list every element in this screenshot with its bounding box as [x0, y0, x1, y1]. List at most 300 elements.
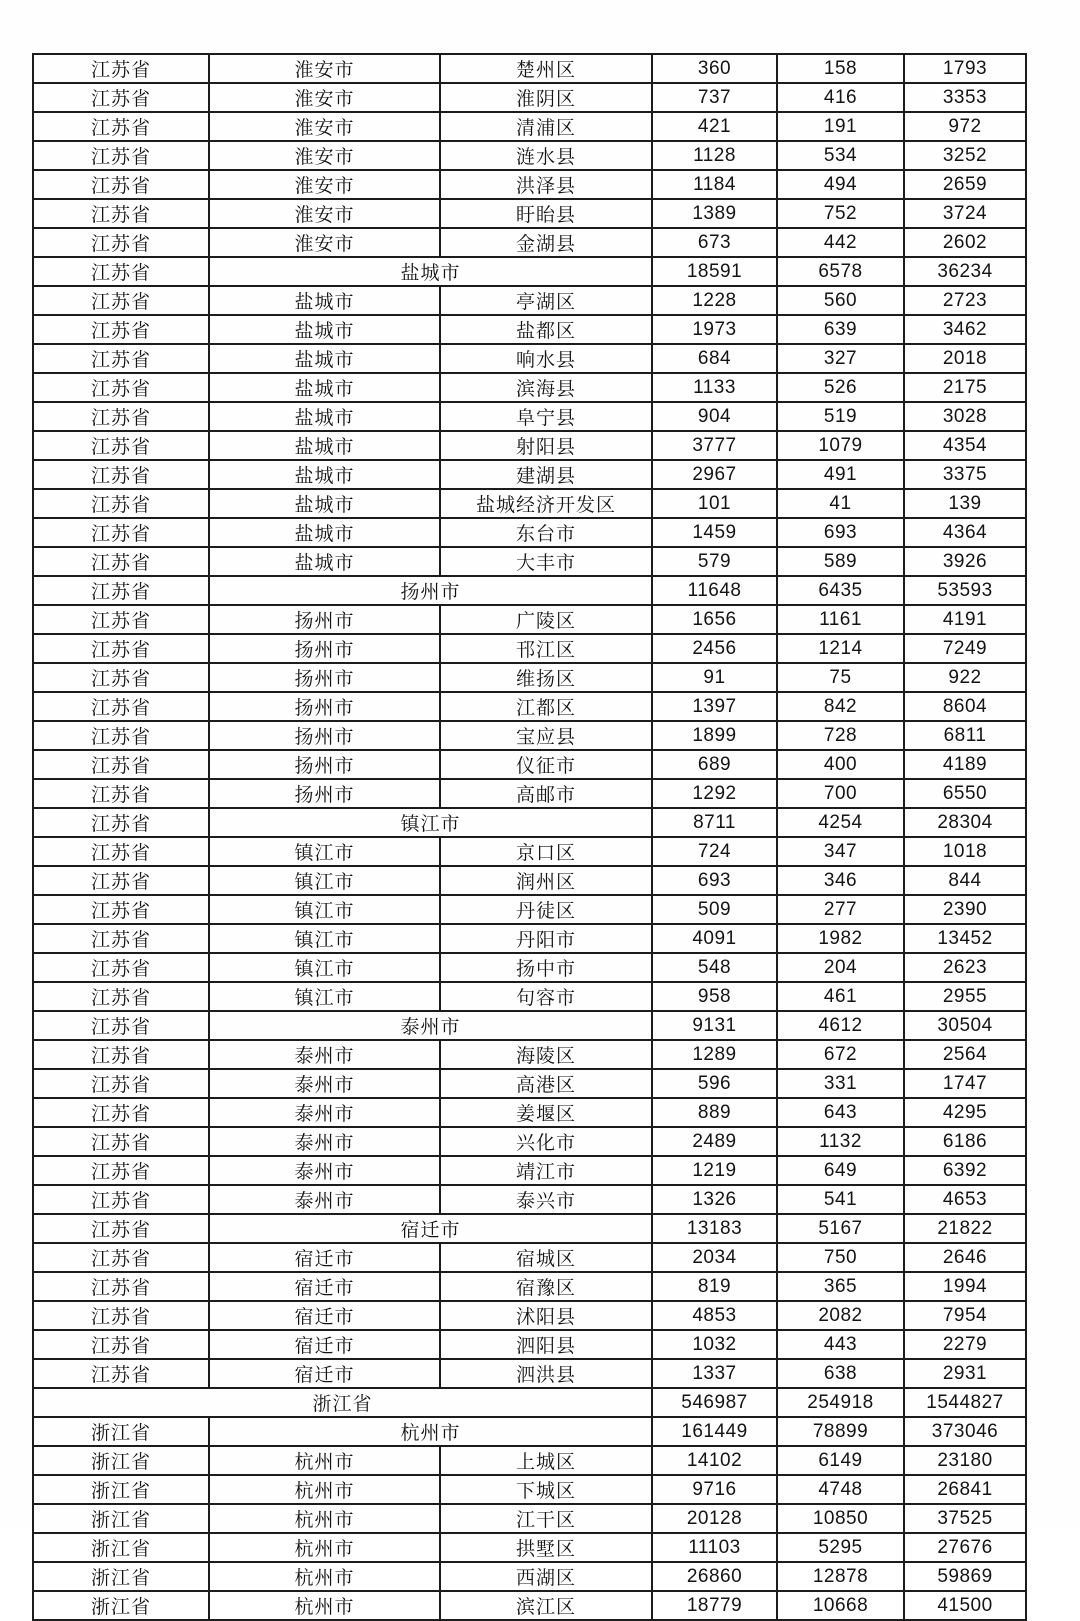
cell-province: 江苏省 — [33, 895, 209, 924]
cell-value: 9716 — [652, 1475, 777, 1504]
cell-value: 6435 — [777, 576, 904, 605]
cell-province: 江苏省 — [33, 1098, 209, 1127]
table-row — [33, 1069, 1026, 1098]
cell-value: 2931 — [904, 1359, 1026, 1388]
cell-value: 724 — [652, 837, 777, 866]
table-row — [33, 402, 1026, 431]
table-row — [33, 112, 1026, 141]
cell-value: 1133 — [652, 373, 777, 402]
cell-province: 江苏省 — [33, 54, 209, 83]
cell-value: 1184 — [652, 170, 777, 199]
cell-value: 1793 — [904, 54, 1026, 83]
cell-district: 泰兴市 — [440, 1185, 652, 1214]
table-row — [33, 1533, 1026, 1562]
cell-value: 327 — [777, 344, 904, 373]
cell-value: 737 — [652, 83, 777, 112]
cell-value: 904 — [652, 402, 777, 431]
cell-district: 高港区 — [440, 1069, 652, 1098]
cell-province: 江苏省 — [33, 1156, 209, 1185]
cell-city: 扬州市 — [209, 692, 440, 721]
table-row — [33, 460, 1026, 489]
cell-value: 4853 — [652, 1301, 777, 1330]
cell-value: 1214 — [777, 634, 904, 663]
cell-value: 75 — [777, 663, 904, 692]
cell-city: 盐城市 — [209, 460, 440, 489]
cell-value: 1544827 — [904, 1388, 1026, 1417]
cell-district: 高邮市 — [440, 779, 652, 808]
cell-city: 宿迁市 — [209, 1359, 440, 1388]
cell-district: 淮阴区 — [440, 83, 652, 112]
cell-value: 1982 — [777, 924, 904, 953]
cell-value: 693 — [652, 866, 777, 895]
cell-value: 10668 — [777, 1591, 904, 1620]
table-row — [33, 866, 1026, 895]
table-row — [33, 431, 1026, 460]
cell-value: 14102 — [652, 1446, 777, 1475]
cell-value: 672 — [777, 1040, 904, 1069]
cell-city: 镇江市 — [209, 866, 440, 895]
cell-value: 4748 — [777, 1475, 904, 1504]
cell-province-total: 浙江省 — [33, 1388, 652, 1417]
cell-province: 江苏省 — [33, 257, 209, 286]
cell-district: 邗江区 — [440, 634, 652, 663]
cell-value: 1326 — [652, 1185, 777, 1214]
cell-district: 维扬区 — [440, 663, 652, 692]
cell-district: 盱眙县 — [440, 199, 652, 228]
cell-value: 277 — [777, 895, 904, 924]
cell-value: 1292 — [652, 779, 777, 808]
cell-value: 491 — [777, 460, 904, 489]
cell-value: 26841 — [904, 1475, 1026, 1504]
cell-province: 江苏省 — [33, 1011, 209, 1040]
table-row — [33, 141, 1026, 170]
table-row — [33, 547, 1026, 576]
cell-value: 2489 — [652, 1127, 777, 1156]
cell-province: 江苏省 — [33, 286, 209, 315]
table-row — [33, 1214, 1026, 1243]
cell-value: 347 — [777, 837, 904, 866]
cell-value: 2175 — [904, 373, 1026, 402]
table-row — [33, 373, 1026, 402]
cell-value: 2955 — [904, 982, 1026, 1011]
table-row — [33, 924, 1026, 953]
cell-province: 江苏省 — [33, 605, 209, 634]
cell-city: 淮安市 — [209, 54, 440, 83]
cell-district: 亭湖区 — [440, 286, 652, 315]
cell-value: 8604 — [904, 692, 1026, 721]
cell-province: 江苏省 — [33, 808, 209, 837]
cell-value: 519 — [777, 402, 904, 431]
table-row — [33, 489, 1026, 518]
cell-district: 靖江市 — [440, 1156, 652, 1185]
cell-city: 扬州市 — [209, 750, 440, 779]
cell-district: 兴化市 — [440, 1127, 652, 1156]
cell-value: 2564 — [904, 1040, 1026, 1069]
cell-value: 11103 — [652, 1533, 777, 1562]
cell-value: 750 — [777, 1243, 904, 1272]
cell-value: 922 — [904, 663, 1026, 692]
cell-city: 镇江市 — [209, 924, 440, 953]
cell-province: 江苏省 — [33, 170, 209, 199]
cell-value: 649 — [777, 1156, 904, 1185]
table-row — [33, 170, 1026, 199]
cell-value: 3353 — [904, 83, 1026, 112]
cell-province: 江苏省 — [33, 1330, 209, 1359]
cell-province: 江苏省 — [33, 866, 209, 895]
table-row — [33, 750, 1026, 779]
table-row — [33, 1040, 1026, 1069]
cell-value: 4091 — [652, 924, 777, 953]
cell-district: 涟水县 — [440, 141, 652, 170]
cell-district: 大丰市 — [440, 547, 652, 576]
cell-district: 江干区 — [440, 1504, 652, 1533]
cell-value: 3252 — [904, 141, 1026, 170]
cell-value: 191 — [777, 112, 904, 141]
table-row — [33, 982, 1026, 1011]
cell-city-total: 盐城市 — [209, 257, 652, 286]
cell-value: 1389 — [652, 199, 777, 228]
cell-value: 4364 — [904, 518, 1026, 547]
cell-value: 41500 — [904, 1591, 1026, 1620]
cell-city: 淮安市 — [209, 141, 440, 170]
cell-district: 泗阳县 — [440, 1330, 652, 1359]
cell-province: 江苏省 — [33, 344, 209, 373]
table-row — [33, 199, 1026, 228]
cell-value: 18591 — [652, 257, 777, 286]
cell-district: 沭阳县 — [440, 1301, 652, 1330]
table-row — [33, 1272, 1026, 1301]
cell-province: 江苏省 — [33, 1214, 209, 1243]
cell-value: 819 — [652, 1272, 777, 1301]
cell-value: 37525 — [904, 1504, 1026, 1533]
cell-value: 1032 — [652, 1330, 777, 1359]
cell-province: 江苏省 — [33, 953, 209, 982]
cell-district: 江都区 — [440, 692, 652, 721]
cell-city: 盐城市 — [209, 489, 440, 518]
cell-value: 26860 — [652, 1562, 777, 1591]
cell-value: 6149 — [777, 1446, 904, 1475]
cell-value: 4653 — [904, 1185, 1026, 1214]
cell-district: 宿城区 — [440, 1243, 652, 1272]
cell-value: 700 — [777, 779, 904, 808]
cell-value: 4295 — [904, 1098, 1026, 1127]
cell-value: 546987 — [652, 1388, 777, 1417]
cell-province: 江苏省 — [33, 982, 209, 1011]
table-row — [33, 1446, 1026, 1475]
cell-city: 杭州市 — [209, 1504, 440, 1533]
table-row — [33, 257, 1026, 286]
table-row — [33, 1098, 1026, 1127]
cell-value: 1397 — [652, 692, 777, 721]
table-row — [33, 663, 1026, 692]
cell-city: 镇江市 — [209, 982, 440, 1011]
cell-city-total: 扬州市 — [209, 576, 652, 605]
cell-value: 684 — [652, 344, 777, 373]
cell-value: 3028 — [904, 402, 1026, 431]
cell-district: 扬中市 — [440, 953, 652, 982]
table-row — [33, 315, 1026, 344]
cell-province: 浙江省 — [33, 1562, 209, 1591]
cell-city-total: 杭州市 — [209, 1417, 652, 1446]
cell-city: 扬州市 — [209, 605, 440, 634]
cell-value: 842 — [777, 692, 904, 721]
cell-value: 1228 — [652, 286, 777, 315]
cell-value: 889 — [652, 1098, 777, 1127]
cell-province: 江苏省 — [33, 837, 209, 866]
cell-value: 416 — [777, 83, 904, 112]
cell-city: 淮安市 — [209, 228, 440, 257]
cell-city: 杭州市 — [209, 1591, 440, 1620]
cell-province: 江苏省 — [33, 1243, 209, 1272]
cell-value: 11648 — [652, 576, 777, 605]
cell-city: 镇江市 — [209, 837, 440, 866]
cell-value: 638 — [777, 1359, 904, 1388]
cell-province: 江苏省 — [33, 1127, 209, 1156]
cell-city: 盐城市 — [209, 286, 440, 315]
cell-value: 673 — [652, 228, 777, 257]
cell-value: 1459 — [652, 518, 777, 547]
cell-value: 8711 — [652, 808, 777, 837]
table-row — [33, 779, 1026, 808]
cell-city: 宿迁市 — [209, 1272, 440, 1301]
cell-district: 滨江区 — [440, 1591, 652, 1620]
cell-province: 江苏省 — [33, 576, 209, 605]
cell-value: 1289 — [652, 1040, 777, 1069]
cell-city: 盐城市 — [209, 547, 440, 576]
cell-value: 20128 — [652, 1504, 777, 1533]
table-row — [33, 83, 1026, 112]
cell-district: 丹阳市 — [440, 924, 652, 953]
cell-province: 江苏省 — [33, 228, 209, 257]
statistics-table — [32, 53, 1027, 1621]
table-row — [33, 721, 1026, 750]
cell-value: 18779 — [652, 1591, 777, 1620]
cell-city: 杭州市 — [209, 1562, 440, 1591]
cell-value: 1747 — [904, 1069, 1026, 1098]
table-row — [33, 54, 1026, 83]
cell-value: 161449 — [652, 1417, 777, 1446]
cell-city: 淮安市 — [209, 199, 440, 228]
table-row — [33, 1388, 1026, 1417]
cell-value: 2623 — [904, 953, 1026, 982]
cell-value: 2967 — [652, 460, 777, 489]
cell-value: 728 — [777, 721, 904, 750]
cell-city: 扬州市 — [209, 779, 440, 808]
cell-value: 643 — [777, 1098, 904, 1127]
cell-value: 693 — [777, 518, 904, 547]
cell-value: 6186 — [904, 1127, 1026, 1156]
table-row — [33, 576, 1026, 605]
cell-province: 江苏省 — [33, 1185, 209, 1214]
cell-value: 9131 — [652, 1011, 777, 1040]
cell-value: 28304 — [904, 808, 1026, 837]
cell-value: 1994 — [904, 1272, 1026, 1301]
cell-value: 2659 — [904, 170, 1026, 199]
cell-city: 盐城市 — [209, 402, 440, 431]
cell-value: 1079 — [777, 431, 904, 460]
cell-city: 宿迁市 — [209, 1330, 440, 1359]
cell-province: 江苏省 — [33, 547, 209, 576]
cell-value: 3777 — [652, 431, 777, 460]
cell-value: 204 — [777, 953, 904, 982]
cell-province: 江苏省 — [33, 924, 209, 953]
cell-value: 4612 — [777, 1011, 904, 1040]
table-row — [33, 692, 1026, 721]
cell-value: 972 — [904, 112, 1026, 141]
cell-district: 西湖区 — [440, 1562, 652, 1591]
cell-value: 53593 — [904, 576, 1026, 605]
cell-value: 3462 — [904, 315, 1026, 344]
cell-province: 江苏省 — [33, 402, 209, 431]
cell-city: 泰州市 — [209, 1185, 440, 1214]
table-row — [33, 953, 1026, 982]
cell-district: 拱墅区 — [440, 1533, 652, 1562]
cell-district: 润州区 — [440, 866, 652, 895]
cell-value: 7249 — [904, 634, 1026, 663]
cell-province: 浙江省 — [33, 1446, 209, 1475]
cell-value: 1128 — [652, 141, 777, 170]
cell-district: 盐都区 — [440, 315, 652, 344]
cell-value: 534 — [777, 141, 904, 170]
cell-city: 盐城市 — [209, 315, 440, 344]
table-row — [33, 1475, 1026, 1504]
cell-province: 江苏省 — [33, 779, 209, 808]
cell-city: 杭州市 — [209, 1446, 440, 1475]
table-row — [33, 286, 1026, 315]
cell-province: 江苏省 — [33, 83, 209, 112]
cell-value: 2723 — [904, 286, 1026, 315]
cell-value: 13452 — [904, 924, 1026, 953]
table-row — [33, 1562, 1026, 1591]
cell-value: 461 — [777, 982, 904, 1011]
cell-value: 560 — [777, 286, 904, 315]
cell-city: 扬州市 — [209, 721, 440, 750]
table-row — [33, 1417, 1026, 1446]
cell-province: 浙江省 — [33, 1504, 209, 1533]
cell-district: 楚州区 — [440, 54, 652, 83]
cell-value: 6550 — [904, 779, 1026, 808]
cell-province: 江苏省 — [33, 141, 209, 170]
cell-city: 泰州市 — [209, 1156, 440, 1185]
table-row — [33, 808, 1026, 837]
cell-value: 596 — [652, 1069, 777, 1098]
cell-province: 江苏省 — [33, 663, 209, 692]
cell-city-total: 宿迁市 — [209, 1214, 652, 1243]
cell-city-total: 镇江市 — [209, 808, 652, 837]
cell-value: 23180 — [904, 1446, 1026, 1475]
cell-value: 78899 — [777, 1417, 904, 1446]
cell-value: 6578 — [777, 257, 904, 286]
cell-value: 331 — [777, 1069, 904, 1098]
cell-value: 1161 — [777, 605, 904, 634]
cell-province: 江苏省 — [33, 431, 209, 460]
cell-province: 江苏省 — [33, 373, 209, 402]
cell-value: 443 — [777, 1330, 904, 1359]
cell-value: 1132 — [777, 1127, 904, 1156]
cell-value: 639 — [777, 315, 904, 344]
cell-value: 2390 — [904, 895, 1026, 924]
cell-district: 广陵区 — [440, 605, 652, 634]
cell-district: 洪泽县 — [440, 170, 652, 199]
cell-province: 江苏省 — [33, 199, 209, 228]
table-row — [33, 605, 1026, 634]
cell-value: 2279 — [904, 1330, 1026, 1359]
cell-value: 509 — [652, 895, 777, 924]
cell-province: 浙江省 — [33, 1533, 209, 1562]
cell-value: 254918 — [777, 1388, 904, 1417]
cell-value: 91 — [652, 663, 777, 692]
cell-value: 1899 — [652, 721, 777, 750]
cell-district: 清浦区 — [440, 112, 652, 141]
cell-province: 江苏省 — [33, 692, 209, 721]
cell-city: 盐城市 — [209, 431, 440, 460]
cell-value: 13183 — [652, 1214, 777, 1243]
cell-value: 36234 — [904, 257, 1026, 286]
table-row — [33, 1243, 1026, 1272]
cell-city: 宿迁市 — [209, 1301, 440, 1330]
cell-city: 杭州市 — [209, 1475, 440, 1504]
cell-value: 4354 — [904, 431, 1026, 460]
table-row — [33, 1591, 1026, 1620]
table-row — [33, 1330, 1026, 1359]
cell-province: 江苏省 — [33, 315, 209, 344]
cell-value: 579 — [652, 547, 777, 576]
cell-city: 扬州市 — [209, 663, 440, 692]
cell-value: 4191 — [904, 605, 1026, 634]
table-row — [33, 1359, 1026, 1388]
table-row — [33, 1011, 1026, 1040]
cell-value: 360 — [652, 54, 777, 83]
cell-district: 下城区 — [440, 1475, 652, 1504]
cell-district: 宝应县 — [440, 721, 652, 750]
cell-province: 江苏省 — [33, 1069, 209, 1098]
cell-district: 响水县 — [440, 344, 652, 373]
cell-value: 4189 — [904, 750, 1026, 779]
cell-value: 589 — [777, 547, 904, 576]
cell-value: 5167 — [777, 1214, 904, 1243]
cell-value: 541 — [777, 1185, 904, 1214]
cell-district: 滨海县 — [440, 373, 652, 402]
cell-value: 12878 — [777, 1562, 904, 1591]
cell-city: 宿迁市 — [209, 1243, 440, 1272]
cell-value: 27676 — [904, 1533, 1026, 1562]
cell-value: 1018 — [904, 837, 1026, 866]
cell-value: 6392 — [904, 1156, 1026, 1185]
cell-value: 59869 — [904, 1562, 1026, 1591]
cell-value: 4254 — [777, 808, 904, 837]
cell-district: 金湖县 — [440, 228, 652, 257]
cell-district: 东台市 — [440, 518, 652, 547]
cell-district: 泗洪县 — [440, 1359, 652, 1388]
cell-district: 阜宁县 — [440, 402, 652, 431]
cell-city: 杭州市 — [209, 1533, 440, 1562]
cell-district: 射阳县 — [440, 431, 652, 460]
cell-district: 仪征市 — [440, 750, 652, 779]
cell-city: 盐城市 — [209, 344, 440, 373]
cell-value: 5295 — [777, 1533, 904, 1562]
cell-value: 346 — [777, 866, 904, 895]
cell-province: 江苏省 — [33, 460, 209, 489]
cell-province: 江苏省 — [33, 634, 209, 663]
cell-value: 3724 — [904, 199, 1026, 228]
cell-value: 2034 — [652, 1243, 777, 1272]
cell-district: 上城区 — [440, 1446, 652, 1475]
cell-city: 泰州市 — [209, 1098, 440, 1127]
cell-value: 844 — [904, 866, 1026, 895]
cell-city: 淮安市 — [209, 112, 440, 141]
cell-province: 江苏省 — [33, 112, 209, 141]
cell-value: 1219 — [652, 1156, 777, 1185]
